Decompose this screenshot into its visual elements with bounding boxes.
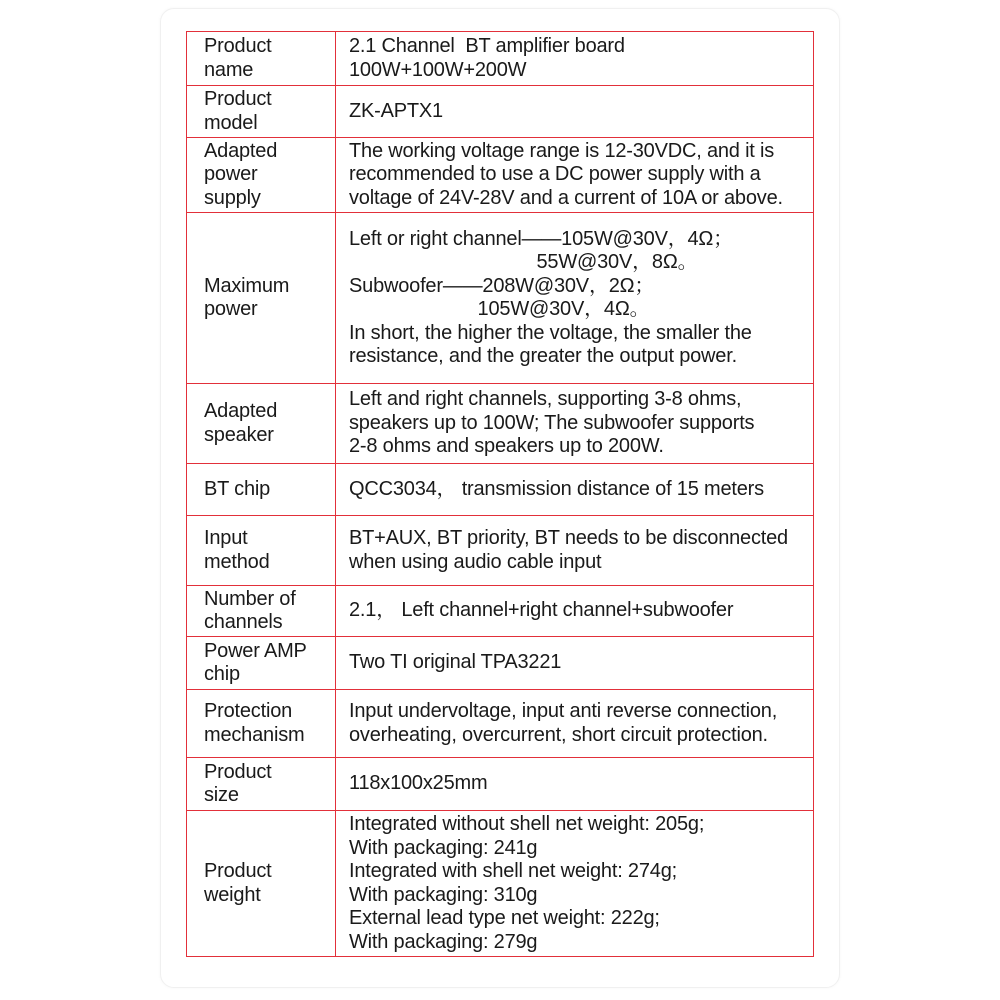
spec-label-line: Product [204, 860, 272, 882]
spec-label [187, 586, 336, 637]
spec-value-line: With packaging: 310g [349, 883, 538, 906]
spec-row-bt-chip [187, 464, 814, 516]
spec-value-line: 118x100x25mm [349, 772, 488, 795]
spec-value [336, 811, 814, 957]
spec-label-line: name [204, 58, 254, 81]
spec-label [187, 811, 336, 957]
spec-value [336, 690, 814, 758]
spec-label [187, 758, 336, 811]
spec-label [187, 516, 336, 586]
spec-value-line: voltage of 24V-28V and a current of 10A or above. [349, 186, 783, 209]
spec-row-product-model [187, 86, 814, 138]
spec-row-product-name [187, 32, 814, 86]
spec-row-power-amp-chip [187, 637, 814, 690]
spec-label-line: BT chip [204, 477, 271, 500]
spec-row-adapted-speaker [187, 384, 814, 464]
spec-row-maximum-power [187, 213, 814, 384]
spec-label-line: Adapted [204, 139, 278, 162]
spec-label [187, 213, 336, 384]
spec-value-line: when using audio cable input [349, 550, 602, 573]
spec-label-line: chip [204, 663, 240, 685]
spec-label-line: mechanism [204, 723, 305, 746]
spec-label-line: method [204, 550, 270, 573]
spec-value-line: With packaging: 279g [349, 930, 538, 953]
spec-label-line: Input [204, 527, 248, 549]
spec-value-line: Two TI original TPA3221 [349, 651, 562, 674]
spec-value [336, 758, 814, 811]
spec-value [336, 637, 814, 690]
spec-label-line: Product [204, 88, 272, 110]
spec-value-line: Left or right channel——105W@30V，4Ω； [349, 227, 733, 250]
spec-label-line: Product [204, 35, 272, 57]
spec-label [187, 138, 336, 213]
spec-label [187, 464, 336, 516]
spec-value-line: Integrated without shell net weight: 205g; [349, 813, 705, 835]
spec-label-line: Adapted [204, 400, 278, 422]
spec-label-line: Maximum [204, 274, 290, 297]
spec-label-line: model [204, 111, 258, 134]
spec-row-adapted-power-supply [187, 138, 814, 213]
spec-label [187, 690, 336, 758]
spec-value-line: Left and right channels, supporting 3-8 ohms, [349, 388, 742, 411]
spec-value-line: 2-8 ohms and speakers up to 200W. [349, 435, 664, 458]
spec-label-line: power [204, 298, 258, 320]
spec-label [187, 384, 336, 464]
spec-value-line: Subwoofer——208W@30V，2Ω； [349, 274, 655, 297]
spec-row-number-of-channels [187, 586, 814, 637]
spec-value-line: In short, the higher the voltage, the smaller the [349, 321, 752, 344]
spec-value [336, 586, 814, 637]
spec-label-line: Power AMP [204, 639, 307, 662]
spec-value-line: With packaging: 241g [349, 836, 538, 859]
spec-row-product-size [187, 758, 814, 811]
spec-label [187, 32, 336, 86]
spec-value [336, 138, 814, 213]
spec-value-line: Input undervoltage, input anti reverse connection, [349, 700, 778, 722]
spec-row-product-weight [187, 811, 814, 957]
spec-value-line: The working voltage range is 12-30VDC, and it is [349, 139, 775, 162]
spec-value-line: 55W@30V，8Ω。 [349, 251, 698, 273]
spec-label-line: Number of [204, 587, 296, 610]
spec-value-line: overheating, overcurrent, short circuit protection. [349, 723, 768, 746]
spec-row-input-method [187, 516, 814, 586]
spec-value-line: 2.1， Left channel+right channel+subwoofer [349, 599, 734, 622]
spec-label [187, 637, 336, 690]
spec-value-line: 105W@30V，4Ω。 [349, 298, 650, 320]
spec-label-line: power [204, 163, 258, 186]
spec-value-line: 2.1 Channel BT amplifier board [349, 35, 625, 57]
spec-row-protection-mechanism [187, 690, 814, 758]
spec-value [336, 516, 814, 586]
spec-table [186, 31, 814, 957]
spec-value-line: resistance, and the greater the output power. [349, 345, 737, 367]
spec-value-line: 100W+100W+200W [349, 58, 527, 81]
spec-label-line: channels [204, 611, 283, 633]
spec-label-line: Protection [204, 700, 293, 722]
spec-value-line: External lead type net weight: 222g; [349, 907, 660, 929]
spec-value-line: ZK-APTX1 [349, 99, 443, 122]
spec-label-line: Product [204, 760, 272, 783]
spec-value [336, 384, 814, 464]
spec-value-line: Integrated with shell net weight: 274g; [349, 860, 677, 882]
spec-value [336, 464, 814, 516]
spec-value-line: recommended to use a DC power supply with a [349, 163, 761, 186]
spec-value [336, 32, 814, 86]
spec-value [336, 213, 814, 384]
spec-label-line: weight [204, 883, 261, 906]
spec-label [187, 86, 336, 138]
spec-value-line: speakers up to 100W; The subwoofer supports [349, 411, 755, 434]
spec-label-line: supply [204, 186, 261, 209]
spec-value [336, 86, 814, 138]
spec-value-line: BT+AUX, BT priority, BT needs to be disconnected [349, 527, 788, 549]
spec-label-line: size [204, 784, 239, 806]
spec-label-line: speaker [204, 423, 274, 446]
spec-value-line: QCC3034， transmission distance of 15 meters [349, 477, 764, 500]
